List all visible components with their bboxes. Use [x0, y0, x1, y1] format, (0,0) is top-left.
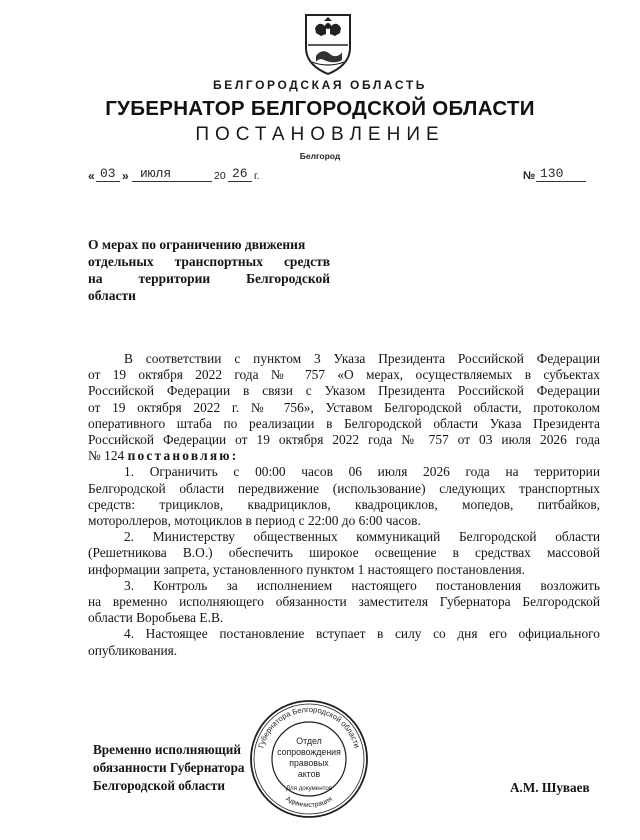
governor-title: ГУБЕРНАТОР БЕЛГОРОДСКОЙ ОБЛАСТИ: [105, 97, 535, 120]
close-quote: »: [122, 169, 129, 183]
item-1-paragraph: 1. Ограничить с 00:00 часов 06 июля 2026 года на территории Белгородской области передвижение (использование) следующих транспортных средств: трициклов, квадрициклов, квадроциклов, мопедов, питбайков, мотороллеров, мотоциклов в период с 22:00 до 6:00 часов.: [88, 464, 600, 529]
signatory-position: Временно исполняющий обязанности Губернатора Белгородской области: [93, 742, 245, 793]
year-suffix: 26: [232, 166, 248, 181]
number-underline: [536, 181, 586, 182]
date-number-line: [88, 167, 608, 187]
year-prefix: 20: [214, 170, 226, 182]
resolve-word: постановляю: [127, 448, 232, 464]
stamp-ring-text: Губернатора Белгородской области: [256, 704, 362, 749]
document-kind: ПОСТАНОВЛЕНИЕ: [195, 124, 445, 145]
coat-of-arms-icon: [302, 12, 354, 76]
number-label: №: [523, 170, 536, 182]
subject-line: на территории Белгородской: [88, 271, 330, 286]
region-label: БЕЛГОРОДСКАЯ ОБЛАСТЬ: [213, 78, 427, 92]
year-underline: [228, 181, 252, 182]
decree-body: [88, 351, 600, 659]
year-marker: г.: [254, 170, 260, 182]
stamp-center-line: сопровождения: [277, 747, 341, 757]
stamp-center-line: правовых: [289, 758, 329, 768]
preamble-paragraph: В соответствии с пунктом 3 Указа Президента Российской Федерации от 19 октября 2022 года № 757 «О мерах, осуществляемых в субъектах Российской Федерации в связи с Указом Президента Российской Федерации от 19 октября 2022 г. № 756», Уставом Белгородской области, протоколом оперативного штаба по реализации в Белгородской области Указа Президента Российской Федерации от 19 октября 2022 года № 757 от 03 июля 2026 года № 124 постановляю:: [88, 351, 600, 464]
stamp-bottom-text: Для документов: [285, 785, 333, 792]
item-4-paragraph: 4. Настоящее постановление вступает в силу со дня его официального опубликования.: [88, 626, 600, 658]
stamp-center-line: Отдел: [296, 736, 322, 746]
date-day: 03: [100, 166, 116, 181]
subject-line: О мерах по ограничению движения: [88, 237, 306, 252]
decree-number: 130: [540, 166, 564, 181]
date-month: июля: [140, 166, 172, 181]
month-underline: [132, 181, 212, 182]
official-stamp: [248, 698, 370, 820]
city-label: Белгород: [299, 151, 341, 161]
stamp-ring-bottom-text: Администрация: [284, 795, 334, 810]
open-quote: «: [88, 169, 95, 183]
item-2-paragraph: 2. Министерству общественных коммуникаций Белгородской области (Решетникова В.О.) обеспечить широкое освещение в средствах массовой информации запрета, установленного пунктом 1 настоящего постановления.: [88, 529, 600, 577]
day-underline: [96, 181, 120, 182]
decree-subject: [88, 236, 330, 304]
subject-line: отдельных транспортных средств: [88, 254, 330, 269]
item-3-paragraph: 3. Контроль за исполнением настоящего постановления возложить на временно исполняющего обязанности заместителя Губернатора Белгородской области Воробьева Е.В.: [88, 577, 600, 626]
subject-line: области: [88, 288, 136, 303]
signatory-name: А.М. Шуваев: [510, 780, 590, 795]
stamp-center-line: актов: [297, 769, 321, 779]
